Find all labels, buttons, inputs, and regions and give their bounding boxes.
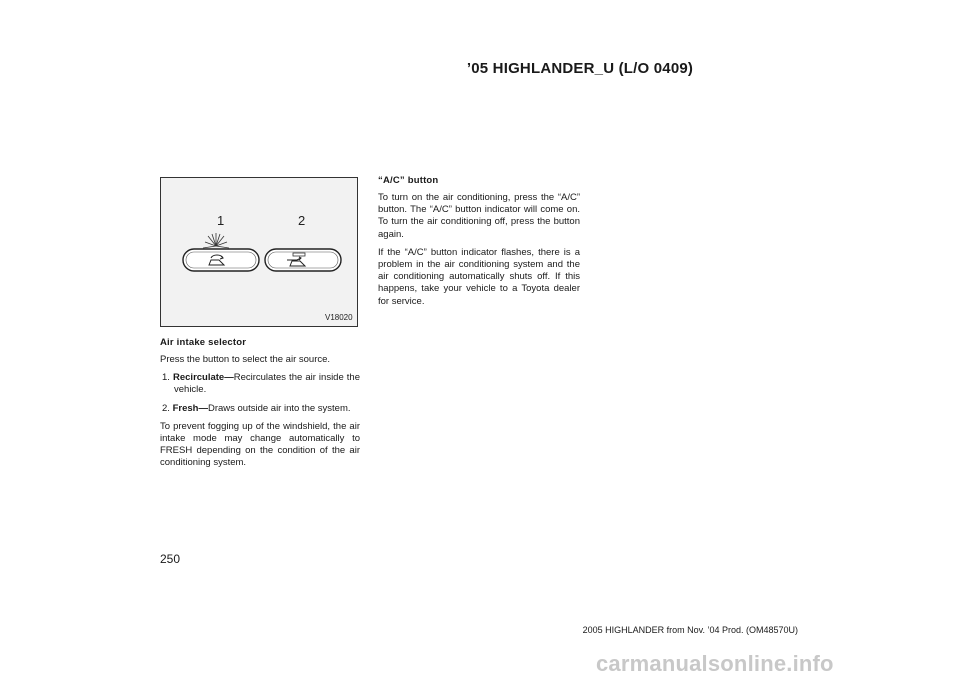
watermark: carmanualsonline.info xyxy=(596,651,834,676)
indicator-glow-icon xyxy=(203,233,229,248)
list-item-term: Recirculate— xyxy=(173,372,234,384)
list-item-text: Draws outside air into the system. xyxy=(207,402,351,414)
ac-button-heading: “A/C” button xyxy=(378,175,439,186)
air-intake-intro: Press the button to select the air source. xyxy=(160,354,331,365)
figure-label-2: 2 xyxy=(298,213,306,228)
air-intake-illustration xyxy=(160,177,358,327)
list-item-number: 2. xyxy=(162,402,170,414)
figure-code: V18020 xyxy=(325,313,353,322)
air-intake-heading: Air intake selector xyxy=(160,337,247,348)
figure-label-1: 1 xyxy=(217,213,225,228)
page-number: 250 xyxy=(160,552,181,566)
recirculate-button-drawing xyxy=(183,233,259,271)
page-header-title: ’05 HIGHLANDER_U (L/O 0409) xyxy=(466,60,694,77)
list-item-recirculate xyxy=(160,372,360,396)
list-item-text: Recirculates the air inside the vehicle. xyxy=(174,372,361,396)
fogging-note: To prevent fogging up of the windshield, the air intake mode may change automatically to FRESH depending on the condition of the air conditioning system. xyxy=(160,420,360,469)
list-item-number: 1. xyxy=(162,372,170,384)
list-item-term: Fresh— xyxy=(172,402,208,414)
page-footer: 2005 HIGHLANDER from Nov. ’04 Prod. (OM48570U) xyxy=(582,625,798,635)
list-item-fresh xyxy=(160,403,360,415)
ac-button-paragraph-2: If the “A/C” button indicator flashes, there is a problem in the air conditioning system and the air conditioning automatically shuts off. If this happens, take your vehicle to a Toyota dealer for service. xyxy=(378,246,580,307)
ac-button-paragraph-1: To turn on the air conditioning, press the “A/C” button. The “A/C” button indicator will come on. To turn the air conditioning off, press the button again. xyxy=(378,192,580,240)
right-column xyxy=(378,175,580,314)
fresh-button-drawing xyxy=(265,249,341,271)
left-column xyxy=(160,337,360,476)
